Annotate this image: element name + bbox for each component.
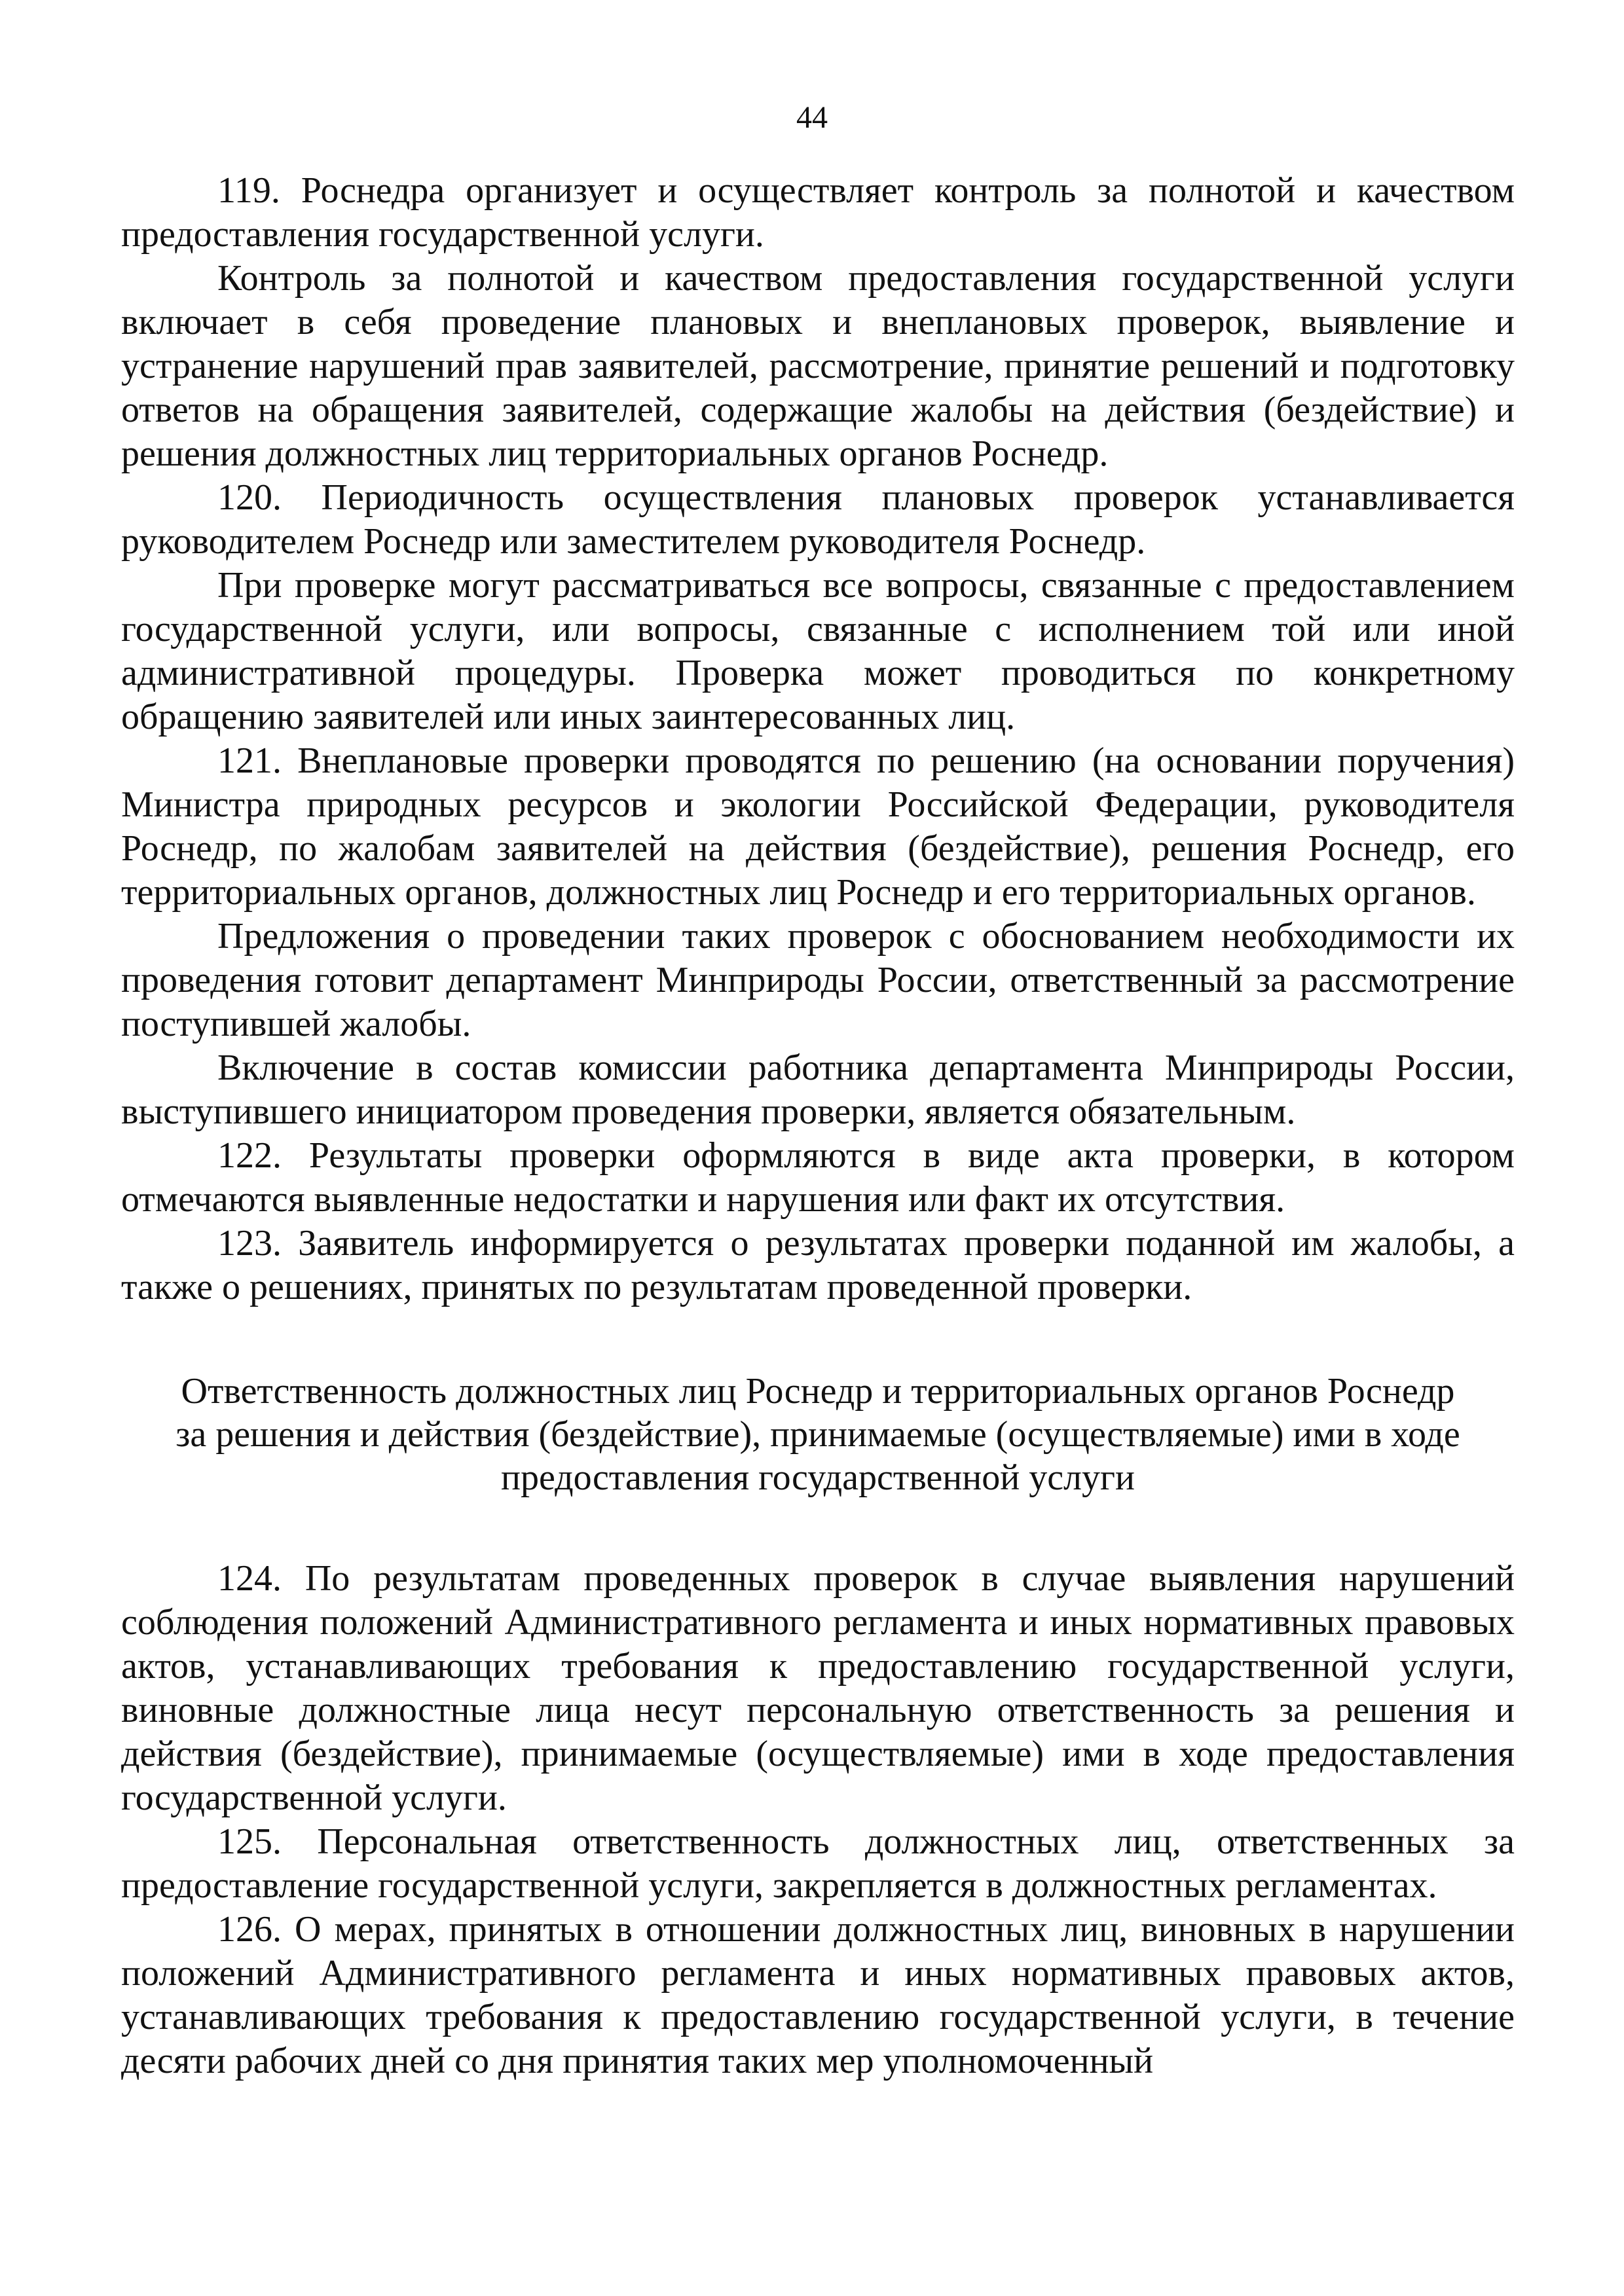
paragraph-inspection-proposals: Предложения о проведении таких проверок с обоснованием необходимости их проведения готовит департамент Минприроды России, ответственный за рассмотрение поступившей жалобы. [121, 916, 1515, 1044]
page-number: 44 [796, 100, 828, 135]
paragraph-commission-inclusion: Включение в состав комиссии работника департамента Минприроды России, выступившего инициатором проведения проверки, является обязательным. [121, 1048, 1515, 1132]
paragraph-123: 123. Заявитель информируется о результатах проверки поданной им жалобы, а также о решениях, принятых по результатам проведенной проверки. [121, 1223, 1515, 1307]
paragraph-124: 124. По результатам проведенных проверок в случае выявления нарушений соблюдения положений Административного регламента и иных нормативных правовых актов, устанавливающих требования к предоставлению государственной услуги, виновные должностные лица несут персональную ответственность за решения и действия (бездействие), принимаемые (осуществляемые) ими в ходе предоставления государственной услуги. [121, 1558, 1515, 1818]
paragraph-120: 120. Периодичность осуществления плановых проверок устанавливается руководителем Роснедр или заместителем руководителя Роснедр. [121, 477, 1515, 562]
paragraph-122: 122. Результаты проверки оформляются в виде акта проверки, в котором отмечаются выявленные недостатки и нарушения или факт их отсутствия. [121, 1135, 1515, 1220]
section-heading-line-2: за решения и действия (бездействие), принимаемые (осуществляемые) ими в ходе [175, 1414, 1460, 1455]
section-heading-line-3: предоставления государственной услуги [501, 1457, 1135, 1498]
paragraph-119: 119. Роснедра организует и осуществляет контроль за полнотой и качеством предоставления государственной услуги. [121, 170, 1515, 255]
paragraph-126: 126. О мерах, принятых в отношении должностных лиц, виновных в нарушении положений Административного регламента и иных нормативных правовых актов, устанавливающих требования к предоставлению государственной услуги, в течение десяти рабочих дней со дня принятия таких мер уполномоченный [121, 1909, 1515, 2081]
paragraph-inspection-questions: При проверке могут рассматриваться все вопросы, связанные с предоставлением государственной услуги, или вопросы, связанные с исполнением той или иной административной процедуры. Проверка может проводиться по конкретному обращению заявителей или иных заинтересованных лиц. [121, 565, 1515, 737]
paragraph-121: 121. Внеплановые проверки проводятся по решению (на основании поручения) Министра природных ресурсов и экологии Российской Федерации, руководителя Роснедр, по жалобам заявителей на действия (бездействие), решения Роснедр, его территориальных органов, должностных лиц Роснедр и его территориальных органов. [121, 740, 1515, 913]
paragraph-control-scope: Контроль за полнотой и качеством предоставления государственной услуги включает в себя проведение плановых и внеплановых проверок, выявление и устранение нарушений прав заявителей, рассмотрение, принятие решений и подготовку ответов на обращения заявителей, содержащие жалобы на действия (бездействие) и решения должностных лиц территориальных органов Роснедр. [121, 258, 1515, 474]
section-heading [121, 1370, 1515, 1499]
document-body [121, 169, 1515, 2083]
paragraph-125: 125. Персональная ответственность должностных лиц, ответственных за предоставление государственной услуги, закрепляется в должностных регламентах. [121, 1821, 1515, 1906]
section-heading-line-1: Ответственность должностных лиц Роснедр и территориальных органов Роснедр [181, 1371, 1455, 1412]
